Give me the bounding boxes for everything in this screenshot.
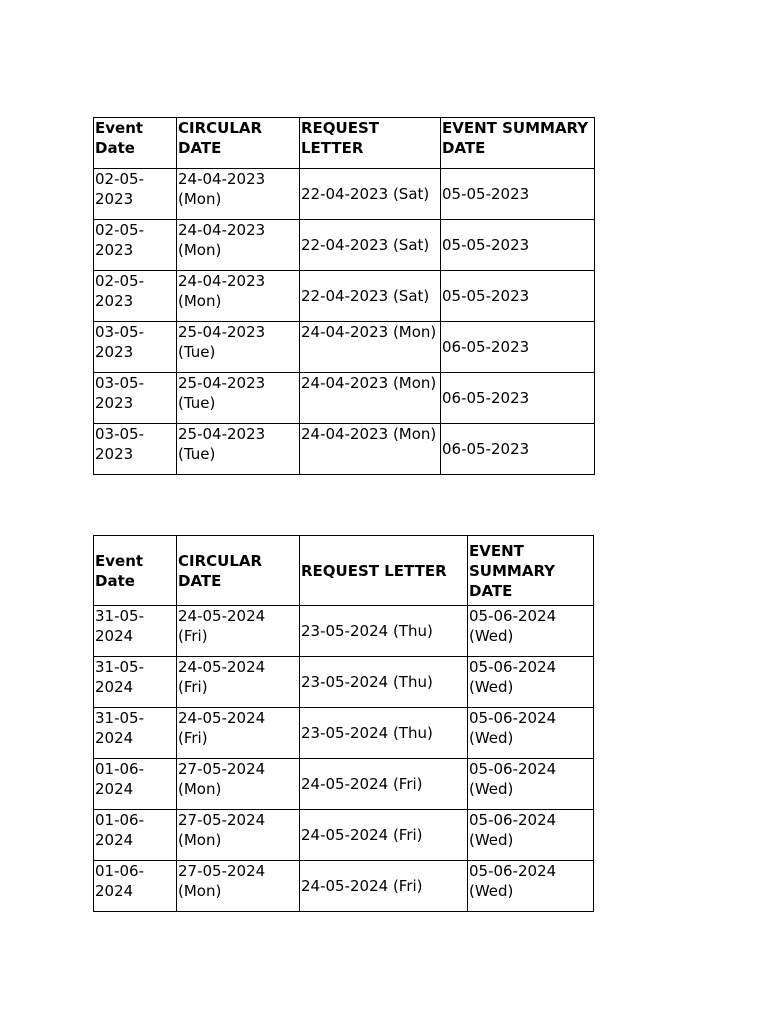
cell-request-letter: 22-04-2023 (Sat) xyxy=(300,220,441,271)
cell-event-date: 03-05-2023 xyxy=(94,424,177,475)
table-row xyxy=(94,169,595,220)
header-event-summary-date: EVENT SUMMARY DATE xyxy=(468,536,594,606)
cell-circular-date: 27-05-2024 (Mon) xyxy=(177,861,300,912)
header-event-date: Event Date xyxy=(94,118,177,169)
header-event-date: Event Date xyxy=(94,536,177,606)
table-row xyxy=(94,271,595,322)
header-circular-date: CIRCULAR DATE xyxy=(177,118,300,169)
cell-request-letter: 23-05-2024 (Thu) xyxy=(300,657,468,708)
cell-event-summary-date: 05-05-2023 xyxy=(441,220,595,271)
cell-event-date: 01-06-2024 xyxy=(94,759,177,810)
cell-event-date: 31-05-2024 xyxy=(94,606,177,657)
table-row xyxy=(94,424,595,475)
cell-event-summary-date: 05-06-2024 (Wed) xyxy=(468,810,594,861)
cell-request-letter: 24-04-2023 (Mon) xyxy=(300,322,441,373)
cell-request-letter: 22-04-2023 (Sat) xyxy=(300,271,441,322)
cell-event-summary-date: 05-06-2024 (Wed) xyxy=(468,708,594,759)
cell-request-letter: 22-04-2023 (Sat) xyxy=(300,169,441,220)
header-request-letter: REQUEST LETTER xyxy=(300,118,441,169)
cell-event-date: 01-06-2024 xyxy=(94,861,177,912)
cell-circular-date: 25-04-2023 (Tue) xyxy=(177,322,300,373)
cell-event-date: 02-05-2023 xyxy=(94,169,177,220)
table-row xyxy=(94,322,595,373)
cell-circular-date: 24-05-2024 (Fri) xyxy=(177,657,300,708)
cell-request-letter: 23-05-2024 (Thu) xyxy=(300,708,468,759)
table-row xyxy=(94,657,594,708)
table-header-row xyxy=(94,536,594,606)
cell-event-summary-date: 06-05-2023 xyxy=(441,373,595,424)
table-row xyxy=(94,606,594,657)
cell-event-date: 03-05-2023 xyxy=(94,373,177,424)
table-row xyxy=(94,861,594,912)
cell-circular-date: 24-05-2024 (Fri) xyxy=(177,606,300,657)
cell-event-summary-date: 05-06-2024 (Wed) xyxy=(468,606,594,657)
cell-circular-date: 24-04-2023 (Mon) xyxy=(177,271,300,322)
header-circular-date: CIRCULAR DATE xyxy=(177,536,300,606)
cell-request-letter: 23-05-2024 (Thu) xyxy=(300,606,468,657)
cell-event-date: 31-05-2024 xyxy=(94,657,177,708)
cell-circular-date: 24-04-2023 (Mon) xyxy=(177,169,300,220)
cell-event-date: 31-05-2024 xyxy=(94,708,177,759)
header-event-summary-date: EVENT SUMMARY DATE xyxy=(441,118,595,169)
cell-event-summary-date: 05-06-2024 (Wed) xyxy=(468,657,594,708)
cell-circular-date: 27-05-2024 (Mon) xyxy=(177,759,300,810)
cell-event-summary-date: 05-05-2023 xyxy=(441,271,595,322)
event-schedule-table-2024 xyxy=(93,535,594,912)
table-row xyxy=(94,373,595,424)
cell-request-letter: 24-04-2023 (Mon) xyxy=(300,373,441,424)
cell-request-letter: 24-05-2024 (Fri) xyxy=(300,810,468,861)
table-row xyxy=(94,759,594,810)
cell-event-summary-date: 05-05-2023 xyxy=(441,169,595,220)
table-row xyxy=(94,708,594,759)
cell-request-letter: 24-04-2023 (Mon) xyxy=(300,424,441,475)
cell-event-date: 01-06-2024 xyxy=(94,810,177,861)
event-schedule-table-2023 xyxy=(93,117,595,475)
cell-event-summary-date: 05-06-2024 (Wed) xyxy=(468,861,594,912)
cell-event-summary-date: 06-05-2023 xyxy=(441,424,595,475)
cell-event-summary-date: 06-05-2023 xyxy=(441,322,595,373)
cell-event-date: 03-05-2023 xyxy=(94,322,177,373)
cell-event-date: 02-05-2023 xyxy=(94,271,177,322)
cell-request-letter: 24-05-2024 (Fri) xyxy=(300,759,468,810)
cell-circular-date: 24-05-2024 (Fri) xyxy=(177,708,300,759)
cell-circular-date: 25-04-2023 (Tue) xyxy=(177,424,300,475)
cell-circular-date: 25-04-2023 (Tue) xyxy=(177,373,300,424)
cell-request-letter: 24-05-2024 (Fri) xyxy=(300,861,468,912)
header-request-letter: REQUEST LETTER xyxy=(300,536,468,606)
table-row xyxy=(94,810,594,861)
table-row xyxy=(94,220,595,271)
cell-event-summary-date: 05-06-2024 (Wed) xyxy=(468,759,594,810)
table-header-row xyxy=(94,118,595,169)
cell-circular-date: 24-04-2023 (Mon) xyxy=(177,220,300,271)
cell-event-date: 02-05-2023 xyxy=(94,220,177,271)
cell-circular-date: 27-05-2024 (Mon) xyxy=(177,810,300,861)
